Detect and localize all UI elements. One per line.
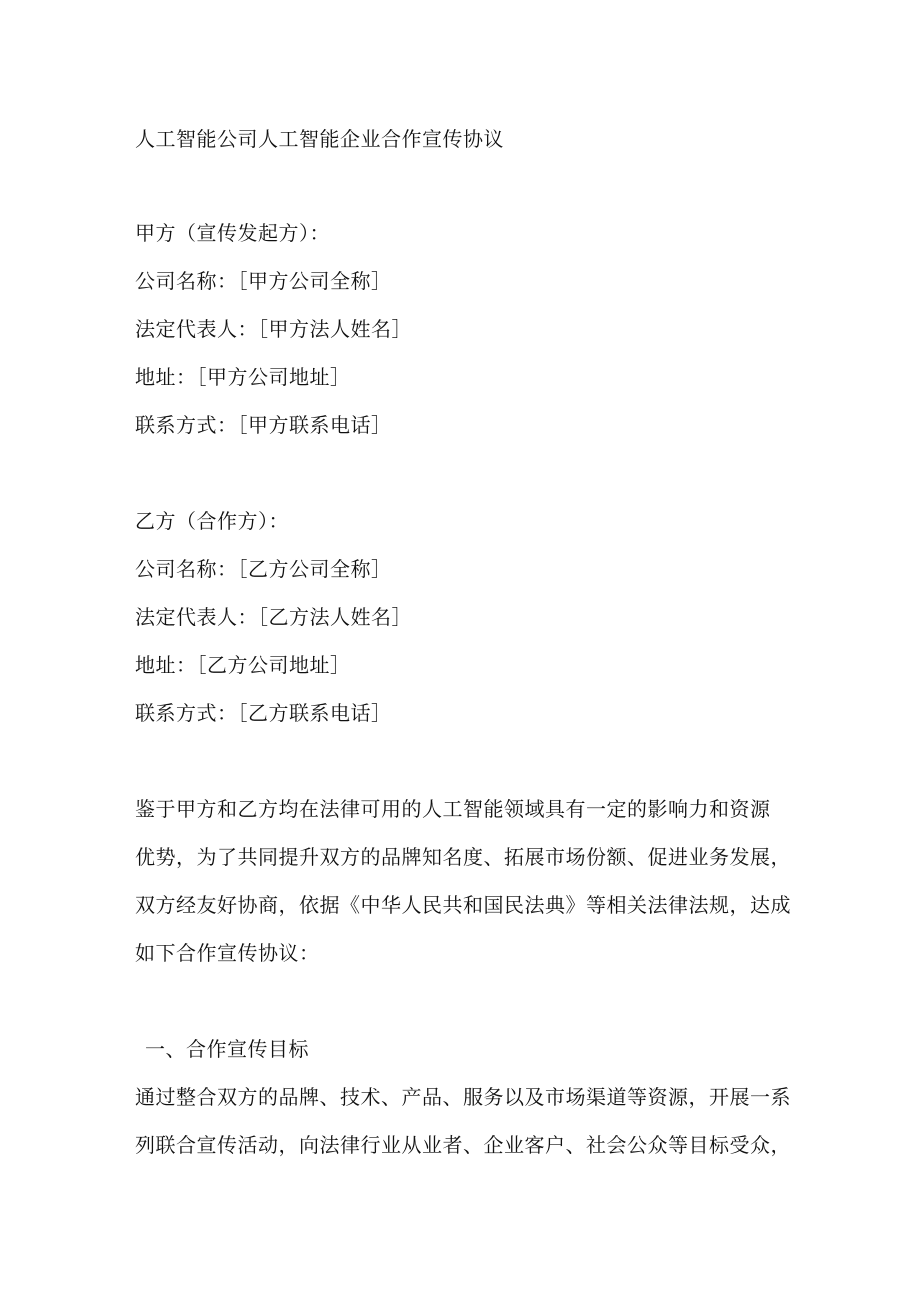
party-b-representative: 法定代表人：［乙方法人姓名］ — [135, 605, 412, 629]
section-1-heading: 一、合作宣传目标 — [145, 1037, 309, 1061]
section-1-body-line: 通过整合双方的品牌、技术、产品、服务以及市场渠道等资源，开展一系 — [135, 1085, 791, 1109]
party-a-heading: 甲方（宣传发起方）： — [135, 221, 330, 245]
party-a-representative: 法定代表人：［甲方法人姓名］ — [135, 317, 412, 341]
preamble-line: 如下合作宣传协议： — [135, 941, 320, 965]
document-title: 人工智能公司人工智能企业合作宣传协议 — [135, 127, 504, 151]
party-b-contact: 联系方式：［乙方联系电话］ — [135, 701, 392, 725]
preamble-line: 鉴于甲方和乙方均在法律可用的人工智能领域具有一定的影响力和资源 — [135, 797, 771, 821]
party-b-company: 公司名称：［乙方公司全称］ — [135, 557, 392, 581]
party-a-contact: 联系方式：［甲方联系电话］ — [135, 413, 392, 437]
party-b-heading: 乙方（合作方）： — [135, 509, 289, 533]
party-b-address: 地址：［乙方公司地址］ — [135, 653, 351, 677]
party-a-company: 公司名称：［甲方公司全称］ — [135, 269, 392, 293]
section-1-body-line: 列联合宣传活动，向法律行业从业者、企业客户、社会公众等目标受众， — [135, 1133, 791, 1157]
party-a-address: 地址：［甲方公司地址］ — [135, 365, 351, 389]
preamble-line: 双方经友好协商，依据《中华人民共和国民法典》等相关法律法规，达成 — [135, 893, 791, 917]
preamble-line: 优势，为了共同提升双方的品牌知名度、拓展市场份额、促进业务发展， — [135, 845, 791, 869]
